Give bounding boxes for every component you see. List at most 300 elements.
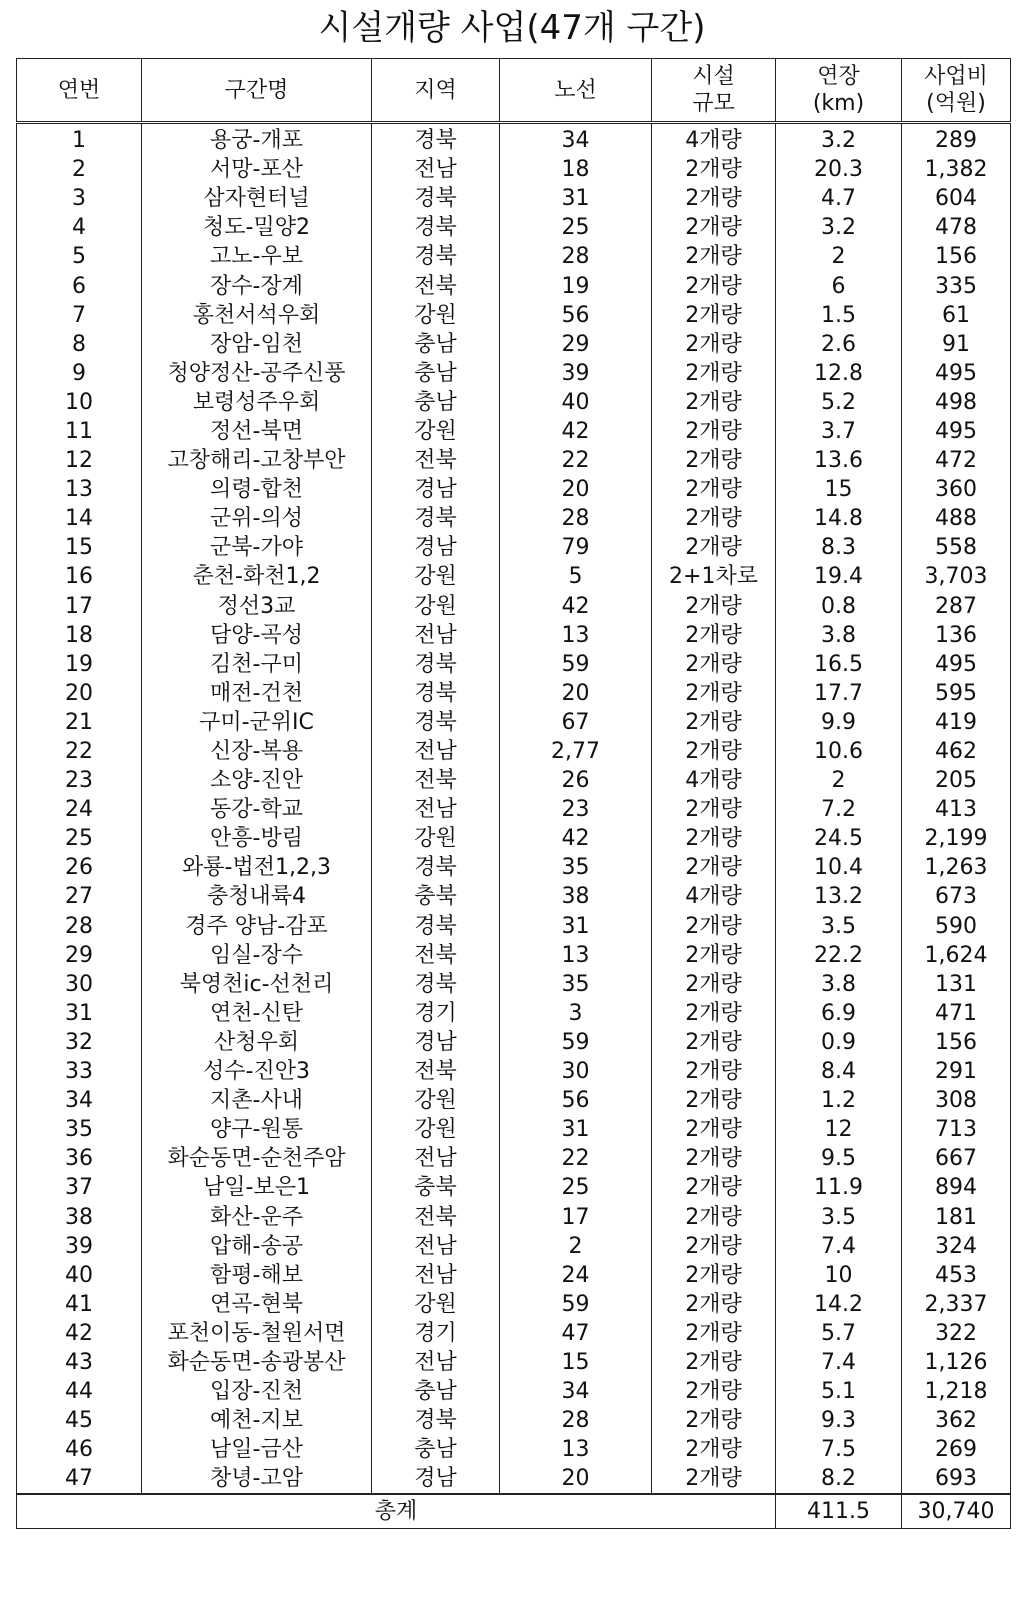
table-row xyxy=(17,853,1011,882)
cell-region: 경북 xyxy=(372,504,500,533)
cell-scale: 2개량 xyxy=(652,1028,776,1057)
cell-section: 임실-장수 xyxy=(142,941,372,970)
cell-scale: 2개량 xyxy=(652,1057,776,1086)
cell-length: 5.7 xyxy=(776,1319,902,1348)
cell-scale: 2개량 xyxy=(652,824,776,853)
cell-region: 강원 xyxy=(372,1290,500,1319)
cell-section: 충청내륙4 xyxy=(142,882,372,911)
cell-route: 59 xyxy=(500,1028,652,1057)
cell-section: 산청우회 xyxy=(142,1028,372,1057)
cell-scale: 2개량 xyxy=(652,184,776,213)
table-row xyxy=(17,1115,1011,1144)
table-row xyxy=(17,504,1011,533)
cell-no: 43 xyxy=(17,1348,142,1377)
total-label: 총계 xyxy=(17,1494,776,1529)
cell-scale: 2개량 xyxy=(652,271,776,300)
cell-length: 9.3 xyxy=(776,1406,902,1435)
table-row xyxy=(17,330,1011,359)
cell-region: 강원 xyxy=(372,1115,500,1144)
cell-scale: 2개량 xyxy=(652,1377,776,1406)
cell-scale: 2개량 xyxy=(652,301,776,330)
cell-no: 29 xyxy=(17,941,142,970)
cell-route: 79 xyxy=(500,533,652,562)
cell-scale: 2개량 xyxy=(652,1290,776,1319)
table-row xyxy=(17,708,1011,737)
cell-no: 11 xyxy=(17,417,142,446)
cell-route: 13 xyxy=(500,621,652,650)
cell-length: 2.6 xyxy=(776,330,902,359)
cell-length: 3.8 xyxy=(776,970,902,999)
cell-scale: 2개량 xyxy=(652,1319,776,1348)
cell-no: 36 xyxy=(17,1144,142,1173)
cell-route: 56 xyxy=(500,301,652,330)
cell-region: 전남 xyxy=(372,795,500,824)
cell-scale: 2개량 xyxy=(652,446,776,475)
cell-no: 12 xyxy=(17,446,142,475)
cell-cost: 558 xyxy=(902,533,1011,562)
table-row xyxy=(17,737,1011,766)
cell-cost: 413 xyxy=(902,795,1011,824)
cell-cost: 693 xyxy=(902,1464,1011,1494)
cell-cost: 471 xyxy=(902,999,1011,1028)
cell-section: 춘천-화천1,2 xyxy=(142,562,372,591)
cell-section: 신장-복용 xyxy=(142,737,372,766)
table-row xyxy=(17,1377,1011,1406)
cell-section: 고창해리-고창부안 xyxy=(142,446,372,475)
cell-route: 28 xyxy=(500,504,652,533)
cell-no: 4 xyxy=(17,213,142,242)
table-row xyxy=(17,1435,1011,1464)
cell-route: 39 xyxy=(500,359,652,388)
table-row xyxy=(17,941,1011,970)
table-row xyxy=(17,1028,1011,1057)
cell-cost: 590 xyxy=(902,912,1011,941)
table-row xyxy=(17,417,1011,446)
facility-improvement-table xyxy=(16,58,1011,1529)
cell-section: 연천-신탄 xyxy=(142,999,372,1028)
cell-region: 경남 xyxy=(372,1464,500,1494)
cell-region: 경기 xyxy=(372,1319,500,1348)
table-row xyxy=(17,795,1011,824)
table-row xyxy=(17,766,1011,795)
cell-cost: 61 xyxy=(902,301,1011,330)
cell-scale: 2개량 xyxy=(652,1173,776,1202)
cell-length: 0.9 xyxy=(776,1028,902,1057)
cell-scale: 2개량 xyxy=(652,912,776,941)
cell-section: 매전-건천 xyxy=(142,679,372,708)
cell-region: 경북 xyxy=(372,970,500,999)
cell-region: 경기 xyxy=(372,999,500,1028)
cell-section: 정선-북면 xyxy=(142,417,372,446)
cell-cost: 495 xyxy=(902,359,1011,388)
cell-region: 경북 xyxy=(372,853,500,882)
cell-region: 강원 xyxy=(372,562,500,591)
cell-route: 24 xyxy=(500,1261,652,1290)
cell-cost: 488 xyxy=(902,504,1011,533)
cell-scale: 2개량 xyxy=(652,1232,776,1261)
cell-section: 남일-보은1 xyxy=(142,1173,372,1202)
cell-region: 경북 xyxy=(372,679,500,708)
cell-cost: 595 xyxy=(902,679,1011,708)
cell-length: 8.4 xyxy=(776,1057,902,1086)
cell-route: 22 xyxy=(500,446,652,475)
cell-scale: 4개량 xyxy=(652,766,776,795)
cell-cost: 205 xyxy=(902,766,1011,795)
cell-section: 남일-금산 xyxy=(142,1435,372,1464)
cell-length: 3.5 xyxy=(776,912,902,941)
cell-region: 강원 xyxy=(372,592,500,621)
cell-route: 40 xyxy=(500,388,652,417)
cell-length: 6.9 xyxy=(776,999,902,1028)
cell-cost: 498 xyxy=(902,388,1011,417)
cell-scale: 2개량 xyxy=(652,330,776,359)
cell-route: 42 xyxy=(500,824,652,853)
table-row xyxy=(17,242,1011,271)
cell-region: 강원 xyxy=(372,1086,500,1115)
cell-section: 함평-해보 xyxy=(142,1261,372,1290)
table-row xyxy=(17,533,1011,562)
cell-section: 군위-의성 xyxy=(142,504,372,533)
cell-region: 강원 xyxy=(372,301,500,330)
cell-scale: 2개량 xyxy=(652,242,776,271)
cell-length: 16.5 xyxy=(776,650,902,679)
cell-route: 26 xyxy=(500,766,652,795)
cell-scale: 2개량 xyxy=(652,708,776,737)
cell-route: 34 xyxy=(500,1377,652,1406)
cell-no: 18 xyxy=(17,621,142,650)
header-section: 구간명 xyxy=(142,59,372,123)
cell-cost: 713 xyxy=(902,1115,1011,1144)
cell-scale: 2개량 xyxy=(652,853,776,882)
cell-cost: 181 xyxy=(902,1202,1011,1231)
cell-no: 10 xyxy=(17,388,142,417)
cell-length: 17.7 xyxy=(776,679,902,708)
cell-length: 14.8 xyxy=(776,504,902,533)
cell-no: 16 xyxy=(17,562,142,591)
cell-region: 전남 xyxy=(372,737,500,766)
cell-cost: 453 xyxy=(902,1261,1011,1290)
cell-length: 2 xyxy=(776,766,902,795)
table-row xyxy=(17,882,1011,911)
cell-region: 전북 xyxy=(372,1057,500,1086)
cell-length: 3.8 xyxy=(776,621,902,650)
cell-scale: 2개량 xyxy=(652,213,776,242)
cell-cost: 604 xyxy=(902,184,1011,213)
cell-route: 35 xyxy=(500,970,652,999)
cell-cost: 2,199 xyxy=(902,824,1011,853)
cell-no: 17 xyxy=(17,592,142,621)
cell-no: 40 xyxy=(17,1261,142,1290)
cell-region: 강원 xyxy=(372,824,500,853)
cell-route: 20 xyxy=(500,475,652,504)
cell-section: 화순동면-순천주암 xyxy=(142,1144,372,1173)
cell-route: 42 xyxy=(500,592,652,621)
cell-section: 군북-가야 xyxy=(142,533,372,562)
table-row xyxy=(17,1319,1011,1348)
cell-route: 19 xyxy=(500,271,652,300)
cell-route: 13 xyxy=(500,1435,652,1464)
cell-scale: 2개량 xyxy=(652,1115,776,1144)
cell-length: 10.6 xyxy=(776,737,902,766)
cell-no: 14 xyxy=(17,504,142,533)
cell-no: 46 xyxy=(17,1435,142,1464)
cell-length: 7.5 xyxy=(776,1435,902,1464)
cell-no: 32 xyxy=(17,1028,142,1057)
cell-route: 42 xyxy=(500,417,652,446)
cell-cost: 360 xyxy=(902,475,1011,504)
cell-no: 6 xyxy=(17,271,142,300)
cell-no: 45 xyxy=(17,1406,142,1435)
cell-section: 북영천ic-선천리 xyxy=(142,970,372,999)
cell-region: 전남 xyxy=(372,1144,500,1173)
cell-route: 31 xyxy=(500,184,652,213)
cell-length: 2 xyxy=(776,242,902,271)
cell-route: 28 xyxy=(500,1406,652,1435)
cell-route: 34 xyxy=(500,123,652,156)
cell-cost: 269 xyxy=(902,1435,1011,1464)
cell-region: 전북 xyxy=(372,941,500,970)
cell-route: 29 xyxy=(500,330,652,359)
cell-length: 0.8 xyxy=(776,592,902,621)
header-row xyxy=(17,59,1011,123)
table-row xyxy=(17,621,1011,650)
cell-section: 의령-합천 xyxy=(142,475,372,504)
cell-section: 창녕-고암 xyxy=(142,1464,372,1494)
cell-no: 22 xyxy=(17,737,142,766)
cell-region: 충북 xyxy=(372,882,500,911)
cell-scale: 2개량 xyxy=(652,359,776,388)
cell-region: 경북 xyxy=(372,1406,500,1435)
table-row xyxy=(17,184,1011,213)
cell-cost: 495 xyxy=(902,417,1011,446)
table-row xyxy=(17,650,1011,679)
cell-cost: 156 xyxy=(902,1028,1011,1057)
cell-cost: 362 xyxy=(902,1406,1011,1435)
cell-route: 31 xyxy=(500,912,652,941)
cell-region: 전남 xyxy=(372,1232,500,1261)
table-row xyxy=(17,1348,1011,1377)
cell-length: 10 xyxy=(776,1261,902,1290)
cell-no: 25 xyxy=(17,824,142,853)
table-row xyxy=(17,970,1011,999)
cell-route: 31 xyxy=(500,1115,652,1144)
cell-route: 3 xyxy=(500,999,652,1028)
cell-section: 양구-원통 xyxy=(142,1115,372,1144)
cell-section: 경주 양남-감포 xyxy=(142,912,372,941)
cell-region: 전북 xyxy=(372,446,500,475)
cell-no: 47 xyxy=(17,1464,142,1494)
cell-section: 장수-장계 xyxy=(142,271,372,300)
cell-section: 삼자현터널 xyxy=(142,184,372,213)
cell-cost: 1,624 xyxy=(902,941,1011,970)
cell-section: 보령성주우회 xyxy=(142,388,372,417)
cell-region: 전남 xyxy=(372,621,500,650)
cell-section: 장암-임천 xyxy=(142,330,372,359)
cell-region: 경북 xyxy=(372,708,500,737)
cell-length: 15 xyxy=(776,475,902,504)
cell-cost: 3,703 xyxy=(902,562,1011,591)
table-row xyxy=(17,388,1011,417)
cell-scale: 2개량 xyxy=(652,388,776,417)
cell-length: 6 xyxy=(776,271,902,300)
cell-no: 5 xyxy=(17,242,142,271)
cell-region: 경북 xyxy=(372,123,500,156)
cell-length: 5.1 xyxy=(776,1377,902,1406)
cell-no: 7 xyxy=(17,301,142,330)
cell-route: 18 xyxy=(500,155,652,184)
cell-cost: 673 xyxy=(902,882,1011,911)
cell-scale: 2개량 xyxy=(652,970,776,999)
cell-scale: 2개량 xyxy=(652,155,776,184)
table-row xyxy=(17,1086,1011,1115)
cell-scale: 2개량 xyxy=(652,999,776,1028)
cell-cost: 136 xyxy=(902,621,1011,650)
cell-section: 성수-진안3 xyxy=(142,1057,372,1086)
cell-scale: 2개량 xyxy=(652,1348,776,1377)
cell-cost: 291 xyxy=(902,1057,1011,1086)
cell-section: 청양정산-공주신풍 xyxy=(142,359,372,388)
cell-route: 28 xyxy=(500,242,652,271)
cell-section: 안흥-방림 xyxy=(142,824,372,853)
cell-scale: 2개량 xyxy=(652,1202,776,1231)
cell-length: 3.5 xyxy=(776,1202,902,1231)
table-row xyxy=(17,1202,1011,1231)
cell-section: 입장-진천 xyxy=(142,1377,372,1406)
cell-cost: 667 xyxy=(902,1144,1011,1173)
cell-scale: 2개량 xyxy=(652,1464,776,1494)
cell-region: 충북 xyxy=(372,1173,500,1202)
cell-region: 충남 xyxy=(372,359,500,388)
cell-region: 충남 xyxy=(372,388,500,417)
cell-section: 동강-학교 xyxy=(142,795,372,824)
header-length: 연장 (km) xyxy=(776,59,902,123)
cell-length: 24.5 xyxy=(776,824,902,853)
cell-scale: 2개량 xyxy=(652,795,776,824)
cell-section: 서망-포산 xyxy=(142,155,372,184)
cell-length: 9.5 xyxy=(776,1144,902,1173)
header-cost: 사업비 (억원) xyxy=(902,59,1011,123)
cell-length: 10.4 xyxy=(776,853,902,882)
cell-length: 3.2 xyxy=(776,213,902,242)
cell-cost: 1,218 xyxy=(902,1377,1011,1406)
cell-cost: 1,263 xyxy=(902,853,1011,882)
cell-section: 와룡-법전1,2,3 xyxy=(142,853,372,882)
table-row xyxy=(17,213,1011,242)
cell-route: 20 xyxy=(500,679,652,708)
cell-cost: 495 xyxy=(902,650,1011,679)
cell-section: 용궁-개포 xyxy=(142,123,372,156)
cell-no: 44 xyxy=(17,1377,142,1406)
cell-route: 59 xyxy=(500,650,652,679)
cell-route: 22 xyxy=(500,1144,652,1173)
total-row xyxy=(17,1494,1011,1529)
cell-scale: 2개량 xyxy=(652,417,776,446)
cell-section: 구미-군위IC xyxy=(142,708,372,737)
table-row xyxy=(17,1232,1011,1261)
cell-length: 11.9 xyxy=(776,1173,902,1202)
cell-route: 25 xyxy=(500,213,652,242)
cell-cost: 2,337 xyxy=(902,1290,1011,1319)
cell-no: 1 xyxy=(17,123,142,156)
cell-route: 56 xyxy=(500,1086,652,1115)
cell-length: 13.6 xyxy=(776,446,902,475)
cell-scale: 2개량 xyxy=(652,621,776,650)
cell-region: 전북 xyxy=(372,271,500,300)
cell-length: 7.2 xyxy=(776,795,902,824)
cell-length: 7.4 xyxy=(776,1348,902,1377)
cell-route: 13 xyxy=(500,941,652,970)
cell-no: 42 xyxy=(17,1319,142,1348)
cell-scale: 2개량 xyxy=(652,1261,776,1290)
cell-region: 충남 xyxy=(372,1377,500,1406)
cell-cost: 287 xyxy=(902,592,1011,621)
cell-length: 3.7 xyxy=(776,417,902,446)
cell-route: 2 xyxy=(500,1232,652,1261)
cell-scale: 2개량 xyxy=(652,1144,776,1173)
cell-section: 소양-진안 xyxy=(142,766,372,795)
cell-region: 전북 xyxy=(372,766,500,795)
table-row xyxy=(17,1290,1011,1319)
cell-length: 1.2 xyxy=(776,1086,902,1115)
cell-route: 38 xyxy=(500,882,652,911)
table-row xyxy=(17,271,1011,300)
cell-section: 정선3교 xyxy=(142,592,372,621)
cell-length: 19.4 xyxy=(776,562,902,591)
cell-cost: 1,126 xyxy=(902,1348,1011,1377)
table-row xyxy=(17,562,1011,591)
cell-length: 4.7 xyxy=(776,184,902,213)
cell-cost: 289 xyxy=(902,123,1011,156)
cell-no: 30 xyxy=(17,970,142,999)
cell-no: 2 xyxy=(17,155,142,184)
cell-region: 경남 xyxy=(372,1028,500,1057)
cell-section: 고노-우보 xyxy=(142,242,372,271)
total-cost: 30,740 xyxy=(902,1494,1011,1529)
cell-section: 김천-구미 xyxy=(142,650,372,679)
cell-scale: 2+1차로 xyxy=(652,562,776,591)
table-row xyxy=(17,679,1011,708)
cell-section: 청도-밀양2 xyxy=(142,213,372,242)
table-row xyxy=(17,123,1011,156)
table-row xyxy=(17,999,1011,1028)
table-row xyxy=(17,1261,1011,1290)
cell-no: 38 xyxy=(17,1202,142,1231)
cell-length: 13.2 xyxy=(776,882,902,911)
header-route: 노선 xyxy=(500,59,652,123)
table-row xyxy=(17,1464,1011,1494)
cell-region: 전남 xyxy=(372,155,500,184)
cell-scale: 2개량 xyxy=(652,650,776,679)
cell-region: 강원 xyxy=(372,417,500,446)
cell-route: 15 xyxy=(500,1348,652,1377)
page-title: 시설개량 사업(47개 구간) xyxy=(318,8,706,48)
cell-length: 7.4 xyxy=(776,1232,902,1261)
cell-scale: 2개량 xyxy=(652,475,776,504)
cell-section: 화산-운주 xyxy=(142,1202,372,1231)
cell-region: 경북 xyxy=(372,242,500,271)
cell-scale: 2개량 xyxy=(652,504,776,533)
cell-route: 30 xyxy=(500,1057,652,1086)
cell-cost: 131 xyxy=(902,970,1011,999)
table-row xyxy=(17,824,1011,853)
cell-region: 경남 xyxy=(372,533,500,562)
cell-length: 9.9 xyxy=(776,708,902,737)
cell-cost: 335 xyxy=(902,271,1011,300)
cell-section: 화순동면-송광봉산 xyxy=(142,1348,372,1377)
table-row xyxy=(17,1406,1011,1435)
total-length: 411.5 xyxy=(776,1494,902,1529)
cell-region: 경북 xyxy=(372,213,500,242)
